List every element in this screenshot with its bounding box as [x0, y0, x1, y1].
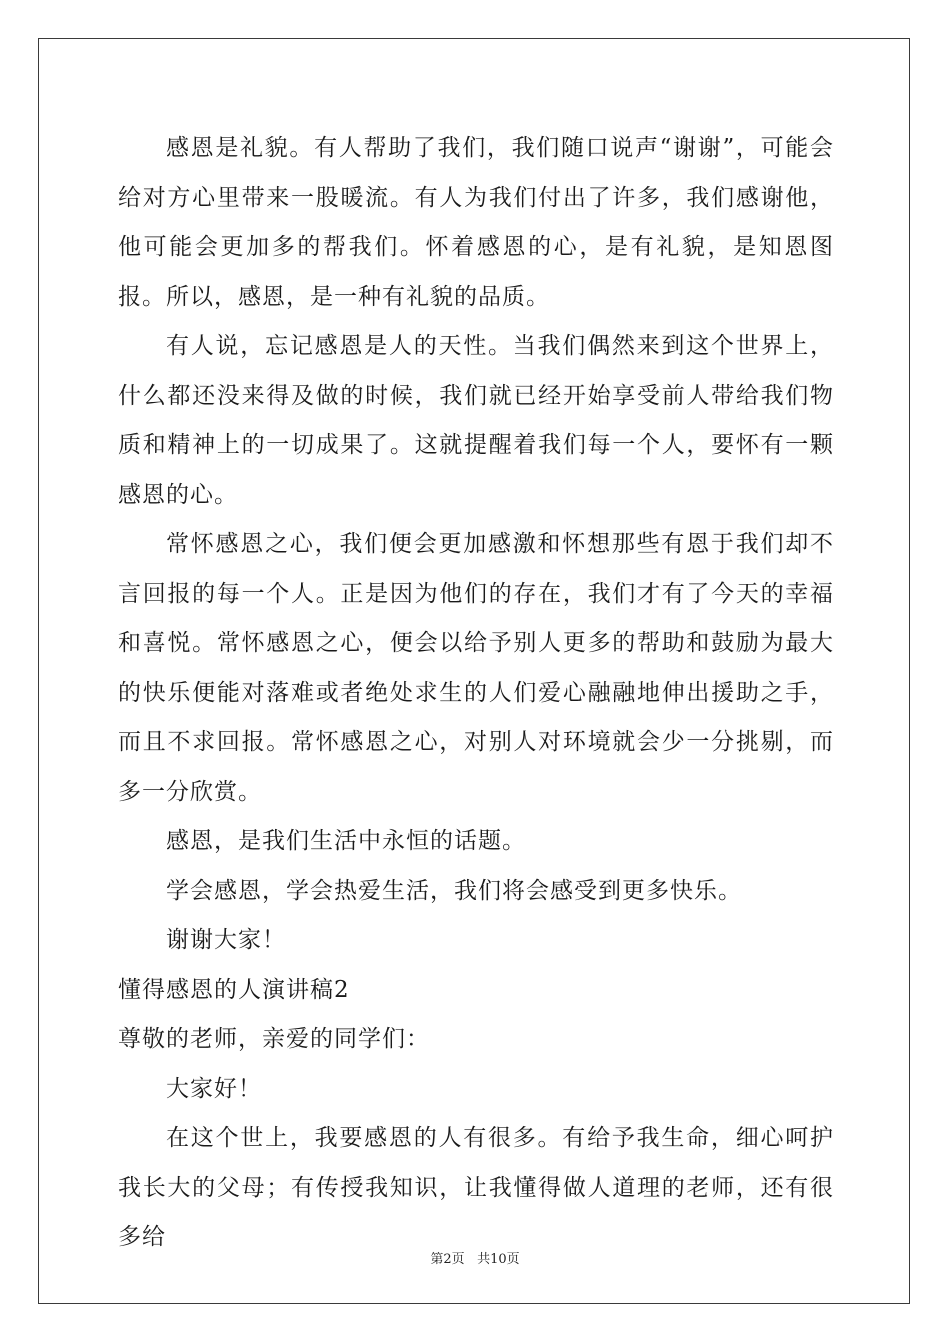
document-body	[118, 124, 834, 1263]
paragraph-2: 有人说，忘记感恩是人的天性。当我们偶然来到这个世界上，什么都还没来得及做的时候，我们就已经开始享受前人带给我们物质和精神上的一切成果了。这就提醒着我们每一个人，要怀有一颗感恩的心。	[118, 333, 834, 508]
paragraph-5: 学会感恩，学会热爱生活，我们将会感受到更多快乐。	[166, 877, 742, 904]
salutation: 尊敬的老师，亲爱的同学们：	[118, 1026, 430, 1052]
page-number-total: 共10页	[477, 1252, 520, 1267]
greeting: 大家好！	[166, 1075, 262, 1102]
paragraph-4: 感恩，是我们生活中永恒的话题。	[166, 828, 526, 854]
page-footer	[0, 1248, 950, 1267]
paragraph-1: 感恩是礼貌。有人帮助了我们，我们随口说声“谢谢”，可能会给对方心里带来一股暖流。有人为我们付出了许多，我们感谢他，他可能会更加多的帮我们。怀着感恩的心，是有礼貌，是知恩图报。所以，感恩，是一种有礼貌的品质。	[118, 135, 834, 310]
paragraph-6: 谢谢大家！	[166, 927, 286, 953]
paragraph-3: 常怀感恩之心，我们便会更加感激和怀想那些有恩于我们却不言回报的每一个人。正是因为他们的存在，我们才有了今天的幸福和喜悦。常怀感恩之心，便会以给予别人更多的帮助和鼓励为最大的快乐便能对落难或者绝处求生的人们爱心融融地伸出援助之手，而且不求回报。常怀感恩之心，对别人对环境就会少一分挑剔，而多一分欣赏。	[118, 531, 834, 805]
paragraph-10: 在这个世上，我要感恩的人有很多。有给予我生命，细心呵护我长大的父母；有传授我知识，让我懂得做人道理的老师，还有很多给	[118, 1125, 834, 1250]
page-number-current: 第2页	[430, 1252, 465, 1267]
section-heading: 懂得感恩的人演讲稿2	[118, 976, 350, 1003]
